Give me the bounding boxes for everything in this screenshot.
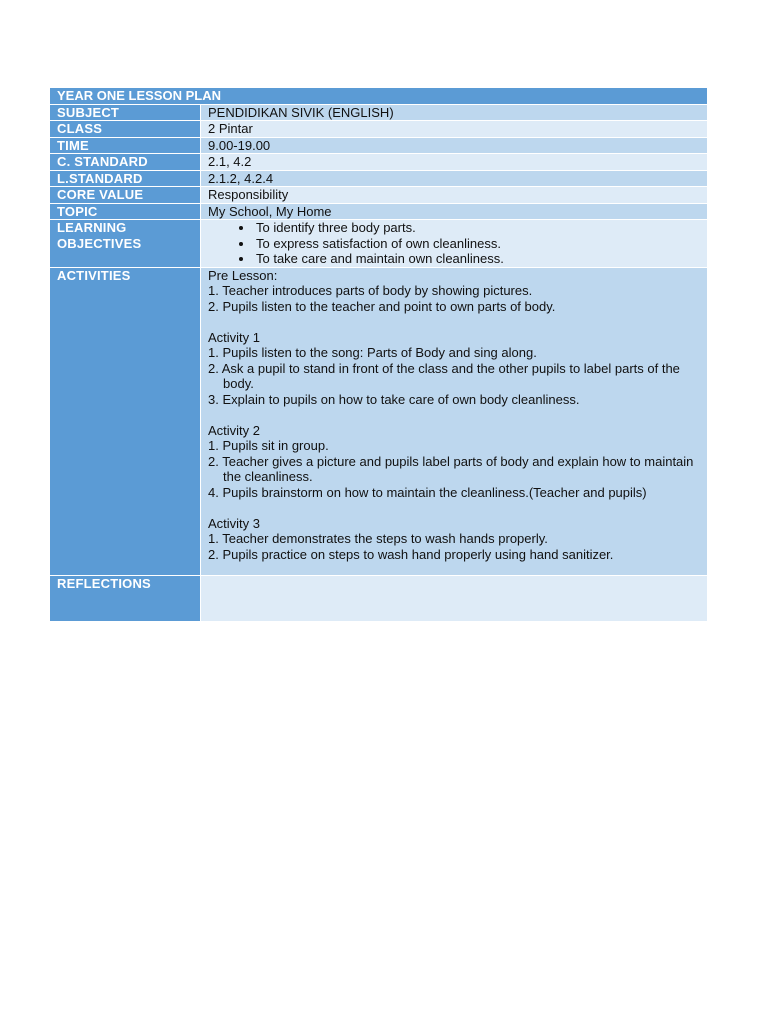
c-standard-row xyxy=(50,154,708,171)
pre-lesson-step: 1. Teacher introduces parts of body by showing pictures. xyxy=(208,283,533,298)
pre-lesson-heading: Pre Lesson: xyxy=(208,267,278,283)
learning-objectives-label-line1: LEARNING xyxy=(57,220,127,235)
activity-3-section xyxy=(208,516,707,563)
objectives-list xyxy=(208,220,707,267)
activities-value xyxy=(201,267,708,575)
activity-2-step: 4. Pupils brainstorm on how to maintain the cleanliness.(Teacher and pupils) xyxy=(208,484,647,500)
l-standard-label: L.STANDARD xyxy=(50,170,201,187)
activity-3-step: 1. Teacher demonstrates the steps to wash hands properly. xyxy=(208,531,548,546)
objective-item: • To identify three body parts. xyxy=(254,220,707,236)
class-row xyxy=(50,121,708,138)
c-standard-value: 2.1, 4.2 xyxy=(201,154,708,171)
learning-objectives-value xyxy=(201,220,708,268)
activity-1-step: 1. Pupils listen to the song: Parts of Body and sing along. xyxy=(208,345,537,360)
activity-1-heading: Activity 1 xyxy=(208,329,261,345)
reflections-row xyxy=(50,575,708,621)
subject-value: PENDIDIKAN SIVIK (ENGLISH) xyxy=(201,104,708,121)
class-value: 2 Pintar xyxy=(201,121,708,138)
activity-1-step: 2. Ask a pupil to stand in front of the class and the other pupils to label parts of the body. xyxy=(208,360,680,391)
objective-item: • To take care and maintain own cleanliness. xyxy=(254,251,707,267)
core-value-label: CORE VALUE xyxy=(50,187,201,204)
activity-2-step: 1. Pupils sit in group. xyxy=(208,438,329,453)
objective-item: • To express satisfaction of own cleanliness. xyxy=(254,236,707,252)
activity-2-section xyxy=(208,423,707,501)
subject-label: SUBJECT xyxy=(50,104,201,121)
topic-row xyxy=(50,203,708,220)
title-row xyxy=(50,88,708,105)
lesson-plan-table xyxy=(49,87,708,622)
lesson-plan-title: YEAR ONE LESSON PLAN xyxy=(50,88,708,105)
activities-label: ACTIVITIES xyxy=(50,267,201,575)
pre-lesson-section xyxy=(208,268,707,315)
activity-3-step: 2. Pupils practice on steps to wash hand properly using hand sanitizer. xyxy=(208,546,614,562)
core-value-value: Responsibility xyxy=(201,187,708,204)
pre-lesson-step: 2. Pupils listen to the teacher and point to own parts of body. xyxy=(208,298,556,314)
core-value-row xyxy=(50,187,708,204)
reflections-value xyxy=(201,575,708,621)
activities-row xyxy=(50,267,708,575)
reflections-label: REFLECTIONS xyxy=(50,575,201,621)
time-row xyxy=(50,137,708,154)
activity-1-section xyxy=(208,330,707,408)
l-standard-value: 2.1.2, 4.2.4 xyxy=(201,170,708,187)
time-value: 9.00-19.00 xyxy=(201,137,708,154)
learning-objectives-label xyxy=(50,220,201,268)
activity-2-step: 2. Teacher gives a picture and pupils label parts of body and explain how to maintain the cleanliness. xyxy=(208,453,694,484)
subject-row xyxy=(50,104,708,121)
l-standard-row xyxy=(50,170,708,187)
activity-1-step: 3. Explain to pupils on how to take care of own body cleanliness. xyxy=(208,391,580,407)
learning-objectives-label-line2: OBJECTIVES xyxy=(57,235,142,251)
learning-objectives-row xyxy=(50,220,708,268)
activity-2-heading: Activity 2 xyxy=(208,422,261,438)
topic-label: TOPIC xyxy=(50,203,201,220)
class-label: CLASS xyxy=(50,121,201,138)
topic-value: My School, My Home xyxy=(201,203,708,220)
c-standard-label: C. STANDARD xyxy=(50,154,201,171)
time-label: TIME xyxy=(50,137,201,154)
activity-3-heading: Activity 3 xyxy=(208,515,261,531)
